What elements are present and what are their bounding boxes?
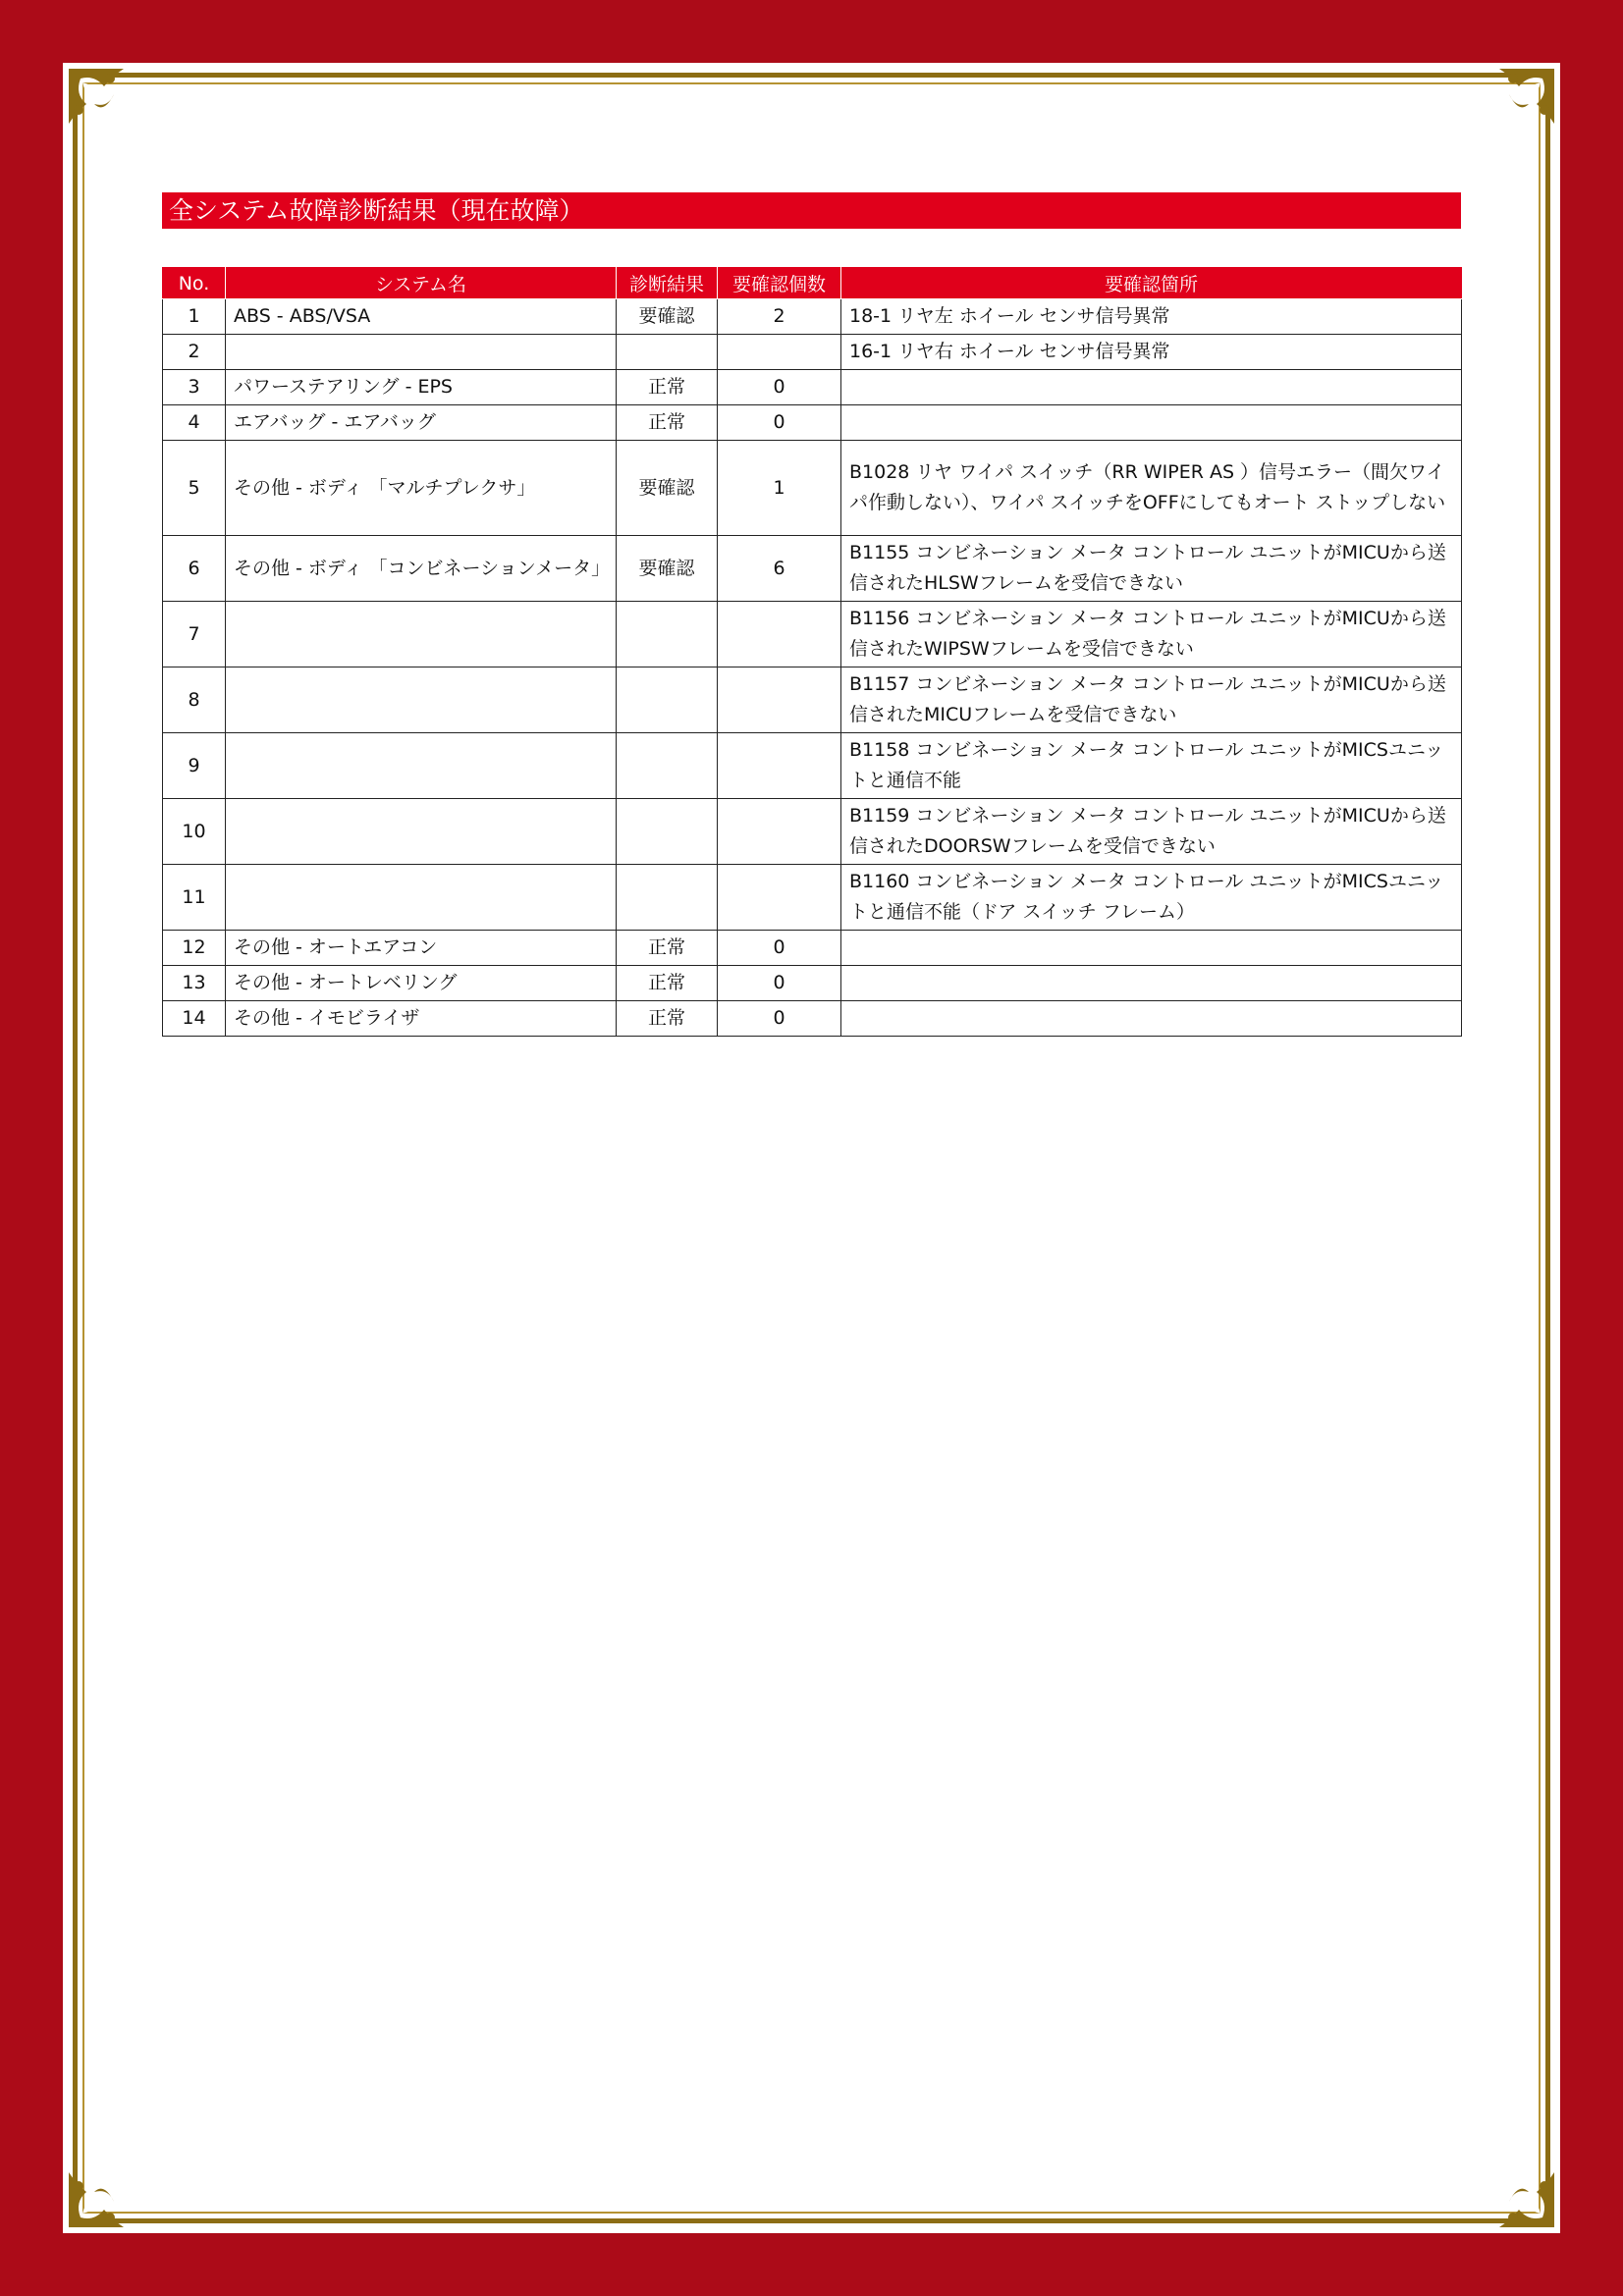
cell-system: その他 - ボディ 「コンビネーションメータ」 [226,536,617,602]
cell-detail: B1158 コンビネーション メータ コントロール ユニットがMICSユニットと通信不能 [841,733,1462,799]
header-no: No. [163,268,226,299]
cell-result: 正常 [617,931,718,966]
cell-count: 2 [718,299,841,335]
corner-ornament-icon [65,65,163,163]
cell-no: 2 [163,335,226,370]
report-page [63,63,1560,2233]
cell-system [226,602,617,667]
cell-detail [841,931,1462,966]
cell-no: 1 [163,299,226,335]
cell-count: 0 [718,370,841,405]
diagnosis-table [162,267,1462,1037]
cell-no: 5 [163,441,226,536]
cell-result: 正常 [617,1001,718,1037]
table-row [163,733,1462,799]
table-row [163,1001,1462,1037]
cell-count: 6 [718,536,841,602]
table-row [163,441,1462,536]
cell-detail: B1156 コンビネーション メータ コントロール ユニットがMICUから送信されたWIPSWフレームを受信できない [841,602,1462,667]
cell-result [617,667,718,733]
table-header-row [163,268,1462,299]
cell-system [226,865,617,931]
table-row [163,667,1462,733]
corner-ornament-icon [65,2133,163,2231]
cell-detail [841,966,1462,1001]
cell-result: 正常 [617,966,718,1001]
cell-detail: 18-1 リヤ左 ホイール センサ信号異常 [841,299,1462,335]
cell-count [718,733,841,799]
cell-count [718,667,841,733]
cell-no: 11 [163,865,226,931]
cell-detail: B1160 コンビネーション メータ コントロール ユニットがMICSユニットと通信不能（ドア スイッチ フレーム） [841,865,1462,931]
cell-result [617,865,718,931]
cell-system: その他 - オートレベリング [226,966,617,1001]
cell-system: その他 - イモビライザ [226,1001,617,1037]
table-row [163,865,1462,931]
cell-no: 4 [163,405,226,441]
cell-no: 9 [163,733,226,799]
cell-system [226,335,617,370]
table-row [163,931,1462,966]
cell-detail: B1155 コンビネーション メータ コントロール ユニットがMICUから送信されたHLSWフレームを受信できない [841,536,1462,602]
cell-count [718,335,841,370]
cell-result [617,335,718,370]
cell-system: ABS - ABS/VSA [226,299,617,335]
cell-no: 6 [163,536,226,602]
report-title: 全システム故障診断結果（現在故障） [162,192,1461,229]
cell-detail [841,370,1462,405]
cell-detail [841,405,1462,441]
cell-no: 10 [163,799,226,865]
cell-count: 0 [718,1001,841,1037]
table-row [163,370,1462,405]
table-row [163,602,1462,667]
table-row [163,799,1462,865]
cell-no: 3 [163,370,226,405]
cell-count [718,799,841,865]
cell-count [718,865,841,931]
cell-count: 0 [718,405,841,441]
cell-no: 13 [163,966,226,1001]
cell-no: 14 [163,1001,226,1037]
cell-detail: B1159 コンビネーション メータ コントロール ユニットがMICUから送信されたDOORSWフレームを受信できない [841,799,1462,865]
table-row [163,536,1462,602]
table-row [163,405,1462,441]
header-result: 診断結果 [617,268,718,299]
header-system-name: システム名 [226,268,617,299]
corner-ornament-icon [1460,65,1558,163]
cell-system: エアバッグ - エアバッグ [226,405,617,441]
table-row [163,335,1462,370]
cell-system: その他 - ボディ 「マルチプレクサ」 [226,441,617,536]
cell-result [617,799,718,865]
cell-detail: 16-1 リヤ右 ホイール センサ信号異常 [841,335,1462,370]
table-row [163,299,1462,335]
cell-system: その他 - オートエアコン [226,931,617,966]
cell-detail: B1028 リヤ ワイパ スイッチ（RR WIPER AS ）信号エラー（間欠ワイパ作動しない）、ワイパ スイッチをOFFにしてもオート ストップしない [841,441,1462,536]
cell-system [226,799,617,865]
cell-result: 正常 [617,405,718,441]
cell-count: 0 [718,966,841,1001]
cell-count: 1 [718,441,841,536]
cell-system [226,667,617,733]
cell-detail [841,1001,1462,1037]
cell-system [226,733,617,799]
cell-result: 要確認 [617,299,718,335]
cell-no: 12 [163,931,226,966]
cell-system: パワーステアリング - EPS [226,370,617,405]
cell-no: 8 [163,667,226,733]
cell-result [617,602,718,667]
cell-count [718,602,841,667]
table-row [163,966,1462,1001]
cell-result: 要確認 [617,441,718,536]
cell-result: 要確認 [617,536,718,602]
cell-no: 7 [163,602,226,667]
header-count: 要確認個数 [718,268,841,299]
cell-result [617,733,718,799]
corner-ornament-icon [1460,2133,1558,2231]
header-detail: 要確認箇所 [841,268,1462,299]
cell-count: 0 [718,931,841,966]
cell-detail: B1157 コンビネーション メータ コントロール ユニットがMICUから送信されたMICUフレームを受信できない [841,667,1462,733]
cell-result: 正常 [617,370,718,405]
